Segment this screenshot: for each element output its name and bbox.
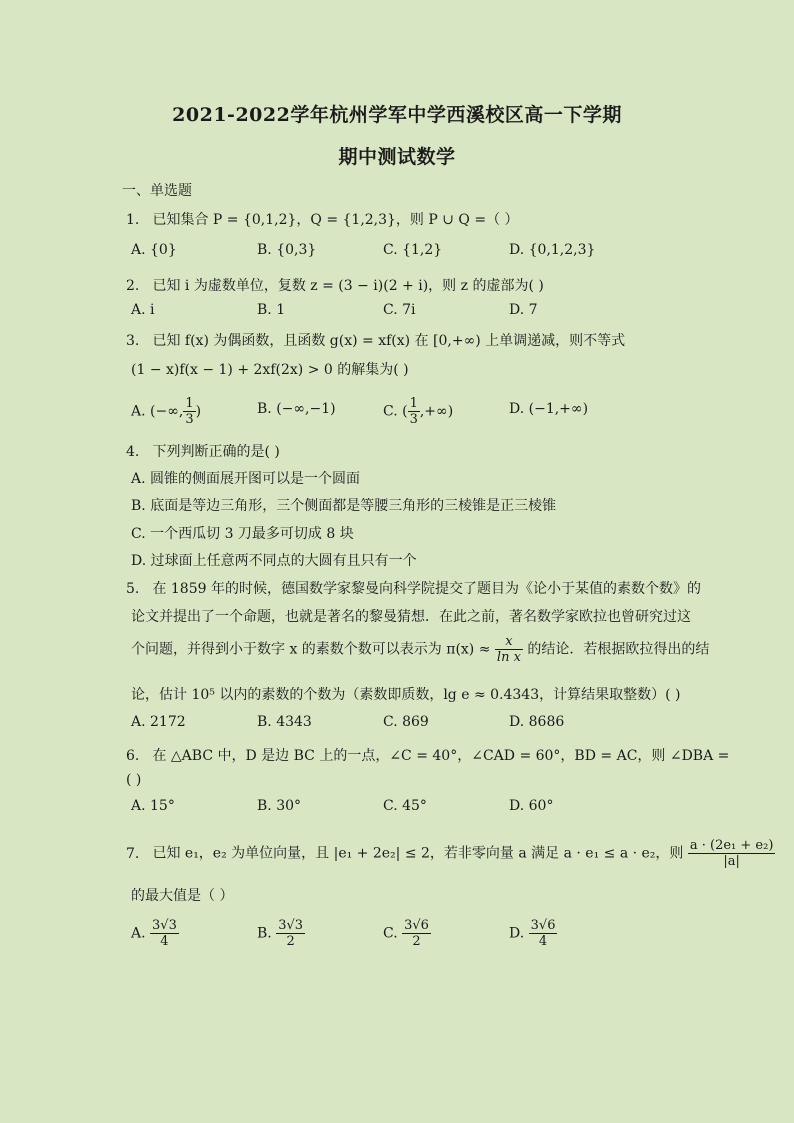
- fraction: $\frac{1}{3}$: [185, 396, 194, 427]
- question-stem: 下列判断正确的是( ): [152, 444, 280, 460]
- option-c: C. $\frac{3√6}{2}$: [383, 918, 429, 949]
- question-6-stem-continued: ( ): [126, 772, 142, 788]
- question-1: [126, 209, 519, 229]
- fraction: $\frac{1}{3}$: [409, 396, 418, 427]
- section-heading: 一、单选题: [122, 183, 192, 199]
- question-3: [126, 330, 625, 350]
- question-5-options: [131, 714, 731, 736]
- fraction: $\frac{3√3}{4}$: [152, 918, 177, 949]
- option-a: A. 2172: [131, 714, 186, 730]
- question-stem: 在 1859 年的时候，德国数学家黎曼向科学院提交了题目为《论小于某值的素数个数》的: [152, 581, 701, 597]
- question-6: [126, 745, 729, 765]
- question-4: [126, 441, 280, 461]
- option-b: B. 30°: [257, 798, 302, 814]
- option-b: B. 底面是等边三角形，三个侧面都是等腰三角形的三棱锥是正三棱锥: [131, 498, 557, 514]
- question-7-options: [131, 918, 731, 956]
- fraction: $\frac{3√6}{2}$: [404, 918, 429, 949]
- option-c: C. 45°: [383, 798, 427, 814]
- option-d: D. {0,1,2,3}: [509, 242, 596, 258]
- option-d: D. 7: [509, 302, 538, 318]
- question-number: 3.: [126, 333, 140, 349]
- question-stem: 已知集合 P = {0,1,2}，Q = {1,2,3}，则 P ∪ Q =（ ）: [152, 212, 519, 228]
- question-number: 2.: [126, 278, 140, 294]
- option-d: D. 过球面上任意两不同点的大圆有且只有一个: [131, 553, 417, 569]
- option-c: C. ( $\frac{1}{3}$ ,+∞): [383, 396, 454, 427]
- option-d: D. 8686: [509, 714, 565, 730]
- fraction: $\frac{x}{\text{ln x}}$: [496, 634, 521, 665]
- question-5-line-2: 论文并提出了一个命题，也就是著名的黎曼猜想．在此之前，著名数学家欧拉也曾研究过这: [131, 609, 691, 625]
- exam-title: 2021-2022学年杭州学军中学西溪校区高一下学期: [172, 104, 622, 126]
- option-d: D. 60°: [509, 798, 554, 814]
- option-d: D. $\frac{3√6}{4}$: [509, 918, 556, 949]
- option-c: C. 7i: [383, 302, 416, 318]
- option-b: B. (−∞,−1): [257, 401, 336, 417]
- question-5-line-3: 个问题，并得到小于数字 x 的素数个数可以表示为 π(x) ≈ $\frac{x}{\text{ln x}}$ 的结论．若根据欧拉得出的结: [131, 634, 710, 665]
- question-number: 7.: [126, 845, 140, 862]
- option-c: C. 一个西瓜切 3 刀最多可切成 8 块: [131, 526, 354, 542]
- option-b: B. 4343: [257, 714, 312, 730]
- option-a: A. 15°: [131, 798, 175, 814]
- question-stem: 已知 e₁，e₂ 为单位向量，且 |e₁ + 2e₂| ≤ 2，若非零向量 a 满足 a · e₁ ≤ a · e₂，则: [152, 845, 684, 862]
- question-3-stem-continued: (1 − x)f(x − 1) + 2xf(2x) > 0 的解集为( ): [131, 362, 409, 378]
- question-stem: 在 △ABC 中，D 是边 BC 上的一点，∠C = 40°，∠CAD = 60°，BD = AC，则 ∠DBA =: [152, 748, 730, 764]
- question-stem: 已知 f(x) 为偶函数，且函数 g(x) = xf(x) 在 [0,+∞) 上单调递减，则不等式: [152, 333, 626, 349]
- question-1-options: [131, 242, 731, 264]
- option-c: C. 869: [383, 714, 429, 730]
- option-a: A. $\frac{3√3}{4}$: [131, 918, 177, 949]
- option-b: B. $\frac{3√3}{2}$: [257, 918, 304, 949]
- question-stem: 已知 i 为虚数单位，复数 z = (3 − i)(2 + i)，则 z 的虚部为( ): [152, 278, 544, 294]
- option-a: A. {0}: [131, 242, 177, 258]
- exam-subtitle: 期中测试数学: [338, 146, 456, 168]
- option-a: A. (−∞, $\frac{1}{3}$ ): [131, 396, 202, 427]
- question-5-line-4: 论，估计 10⁵ 以内的素数的个数为（素数即质数，lg e ≈ 0.4343，计算结果取整数）( ): [131, 687, 681, 703]
- question-2-options: [131, 302, 731, 324]
- question-3-options: [131, 396, 731, 430]
- option-a: A. i: [131, 302, 155, 318]
- question-6-options: [131, 798, 731, 820]
- option-d: D. (−1,+∞): [509, 401, 589, 417]
- question-number: 1.: [126, 212, 140, 228]
- option-b: B. 1: [257, 302, 286, 318]
- question-7-stem-continued: 的最大值是（ ）: [131, 888, 234, 904]
- question-number: 6.: [126, 748, 140, 764]
- question-5: [126, 578, 701, 598]
- fraction: $\frac{\text{a · (2e₁ + e₂)}}{|a|}$: [689, 838, 774, 869]
- option-a: A. 圆锥的侧面展开图可以是一个圆面: [131, 471, 361, 487]
- question-7: [126, 838, 775, 869]
- question-number: 5.: [126, 581, 140, 597]
- fraction: $\frac{3√3}{2}$: [278, 918, 304, 949]
- option-c: C. {1,2}: [383, 242, 443, 258]
- question-2: [126, 275, 544, 295]
- question-number: 4.: [126, 444, 140, 460]
- option-b: B. {0,3}: [257, 242, 317, 258]
- fraction: $\frac{3√6}{4}$: [530, 918, 556, 949]
